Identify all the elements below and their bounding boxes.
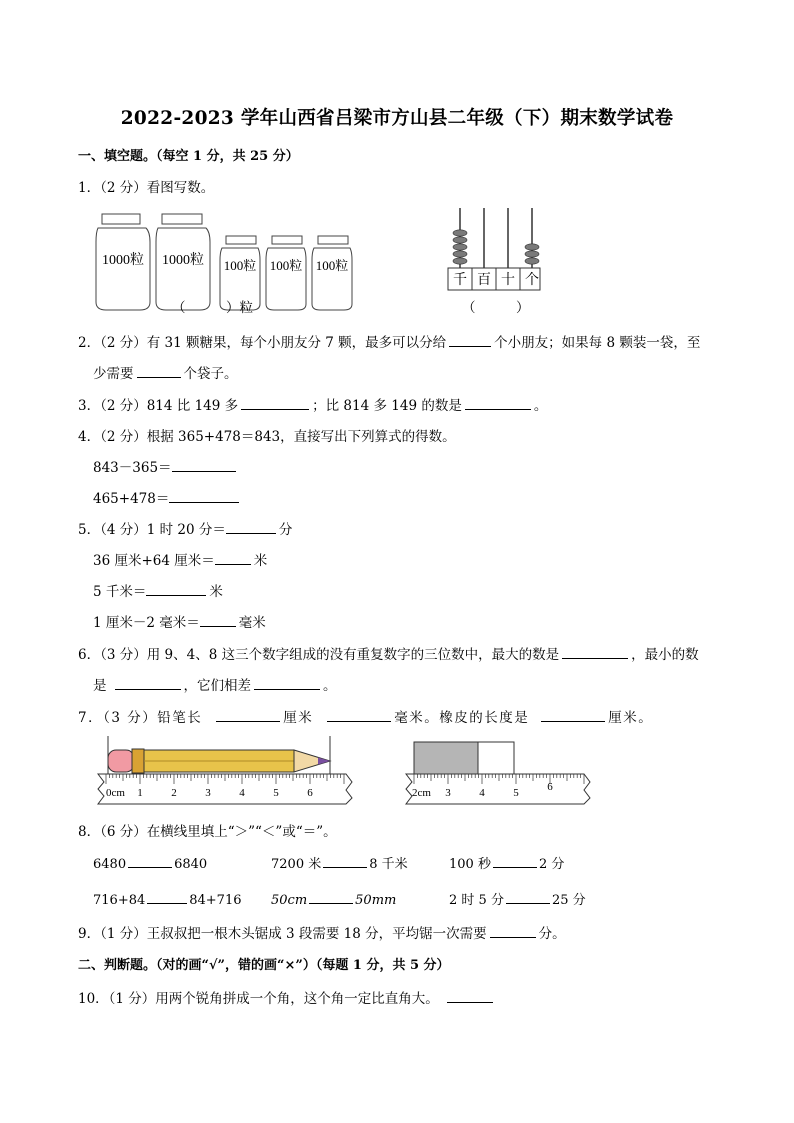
answer-blank[interactable] (226, 521, 276, 534)
question-10 (78, 987, 496, 1007)
pencil-ruler-figure (96, 734, 358, 806)
abacus-ones: 个 (525, 273, 539, 288)
ruler-1-label-1: 1 (137, 787, 143, 799)
question-4-expr-1 (93, 456, 239, 476)
question-8-row-1 (93, 853, 564, 872)
compare-right: 25 分 (551, 893, 586, 908)
question-9 (78, 922, 566, 942)
question-7 (78, 706, 653, 726)
answer-blank[interactable] (562, 646, 628, 659)
question-9-text-b: 分。 (538, 926, 566, 942)
eraser (414, 742, 514, 774)
jars-answer: （ ）粒 (172, 300, 253, 316)
answer-blank[interactable] (490, 925, 536, 938)
question-3-text-c: 。 (533, 398, 548, 414)
question-2-text-b: 个小朋友；如果每 8 颗装一袋，至 (494, 335, 701, 351)
expr-text: 465+478＝ (93, 491, 170, 507)
jar-5 (312, 236, 352, 310)
question-5-item-2 (93, 549, 267, 569)
compare-right: 84+716 (189, 893, 242, 908)
abacus-tens: 十 (501, 273, 515, 288)
answer-blank[interactable] (115, 677, 181, 690)
question-7-text-a: 7．（3 分）铅笔长 (78, 710, 203, 726)
question-4-expr-2 (93, 487, 242, 507)
question-4: 4．（2 分）根据 365+478＝843，直接写出下列算式的得数。 (78, 429, 456, 445)
ruler-1-label-2: 2 (171, 787, 177, 799)
item-text: 1 厘米－2 毫米＝ (93, 615, 200, 631)
section-fill-blank: 一、填空题。（每空 1 分，共 25 分） (78, 149, 299, 164)
abacus-hundreds: 百 (477, 273, 491, 288)
question-7-text-c: 毫米。橡皮的长度是 (394, 710, 530, 726)
eraser-ruler-figure (404, 734, 594, 806)
compare-right: 6840 (174, 857, 208, 872)
question-10-text: 10．（1 分）用两个锐角拼成一个角，这个角一定比直角大。 (78, 991, 439, 1007)
question-7-text-d: 厘米。 (608, 710, 654, 726)
question-6-line-2 (93, 674, 337, 694)
question-2-line-1 (78, 331, 700, 351)
compare-left: 50cm (271, 893, 308, 908)
ruler-1-label-6: 6 (307, 787, 313, 799)
answer-blank[interactable] (137, 365, 181, 378)
expr-text: 843－365＝ (93, 460, 172, 476)
compare-left: 100 秒 (449, 857, 491, 872)
answer-blank[interactable] (241, 397, 309, 410)
answer-blank[interactable] (200, 614, 236, 627)
compare-right: 8 千米 (369, 857, 408, 872)
question-5 (78, 518, 292, 538)
answer-blank[interactable] (172, 459, 236, 472)
answer-blank[interactable] (449, 334, 491, 347)
compare-left: 6480 (93, 857, 127, 872)
question-3 (78, 394, 547, 414)
question-7-text-b: 厘米 (283, 710, 314, 726)
jar-2-label: 1000粒 (162, 253, 204, 268)
question-8-row-2 (93, 889, 586, 908)
ruler-2-label-6: 6 (547, 781, 553, 793)
eraser-ruler-illustration (404, 734, 594, 806)
abacus-thousands: 千 (453, 273, 467, 288)
ruler-2-label-2: 2cm (412, 787, 431, 799)
compare-item-2 (271, 853, 449, 872)
answer-blank[interactable] (447, 990, 493, 1003)
question-5-item-3 (93, 580, 223, 600)
abacus-illustration (444, 206, 544, 292)
pencil-ruler-illustration (96, 734, 358, 806)
section-true-false: 二、判断题。（对的画“√”，错的画“×”）（每题 1 分，共 5 分） (78, 958, 450, 973)
ruler-1-label-0: 0cm (106, 787, 125, 799)
question-2-text-c: 少需要 (93, 366, 134, 382)
jar-1-label: 1000粒 (102, 253, 144, 268)
compare-item-6 (449, 893, 586, 908)
question-5-text-b: 分 (278, 522, 293, 538)
question-6-line-1 (78, 643, 699, 663)
item-unit: 米 (209, 584, 223, 600)
ruler-1-label-4: 4 (239, 787, 245, 799)
answer-blank[interactable] (146, 583, 206, 596)
abacus-figure (444, 206, 544, 292)
answer-blank[interactable] (309, 891, 353, 904)
answer-blank[interactable] (465, 397, 531, 410)
pencil (108, 749, 330, 773)
jar-3-label: 100粒 (223, 258, 257, 273)
answer-blank[interactable] (216, 709, 280, 722)
compare-item-3 (449, 857, 564, 872)
ruler-1 (98, 774, 352, 804)
compare-left: 716+84 (93, 893, 146, 908)
question-5-item-4 (93, 611, 266, 631)
page-title: 2022-2023 学年山西省吕梁市方山县二年级（下）期末数学试卷 (120, 108, 674, 129)
question-6-text-c: 是 (93, 678, 107, 694)
item-unit: 米 (253, 553, 268, 569)
answer-blank[interactable] (541, 709, 605, 722)
question-6-text-e: 。 (323, 678, 337, 694)
question-2-text-a: 2．（2 分）有 31 颗糖果，每个小朋友分 7 颗，最多可以分给 (78, 335, 447, 351)
answer-blank[interactable] (493, 855, 537, 868)
answer-blank[interactable] (327, 709, 391, 722)
answer-blank[interactable] (147, 891, 187, 904)
ruler-1-label-3: 3 (205, 787, 211, 799)
abacus-beads (453, 230, 539, 264)
compare-item-1 (93, 855, 271, 872)
answer-blank[interactable] (128, 855, 172, 868)
answer-blank[interactable] (215, 552, 251, 565)
jar-4-label: 100粒 (269, 258, 303, 273)
question-3-text-a: 3．（2 分）814 比 149 多 (78, 398, 239, 414)
item-text: 5 千米＝ (93, 584, 147, 600)
ruler-1-label-5: 5 (273, 787, 279, 799)
question-6-text-a: 6．（3 分）用 9、4、8 这三个数字组成的没有重复数字的三位数中，最大的数是 (78, 647, 560, 663)
question-2-text-d: 个袋子。 (183, 366, 238, 382)
item-text: 36 厘米+64 厘米＝ (93, 553, 215, 569)
question-2-line-2 (93, 362, 238, 382)
compare-right: 50mm (355, 893, 397, 908)
compare-right: 2 分 (538, 857, 565, 872)
jar-5-label: 100粒 (315, 258, 349, 273)
compare-left: 2 时 5 分 (449, 893, 504, 908)
answer-blank[interactable] (254, 677, 320, 690)
question-9-text-a: 9．（1 分）王叔叔把一根木头锯成 3 段需要 18 分，平均锯一次需要 (78, 926, 487, 942)
compare-left: 7200 米 (271, 857, 322, 872)
answer-blank[interactable] (169, 490, 239, 503)
question-3-text-b: ；比 814 多 149 的数是 (312, 398, 462, 414)
question-8: 8．（6 分）在横线里填上“＞”“＜”或“＝”。 (78, 824, 337, 840)
question-5-text-a: 5．（4 分）1 时 20 分＝ (78, 522, 226, 538)
question-6-text-d: ，它们相差 (183, 678, 251, 694)
ruler-2-label-4: 4 (479, 787, 485, 799)
ruler-2 (406, 774, 590, 804)
abacus-answer: （ ） (462, 300, 530, 316)
item-unit: 毫米 (238, 615, 266, 631)
question-1: 1．（2 分）看图写数。 (78, 180, 215, 196)
compare-item-5 (271, 891, 449, 908)
question-6-text-b: ，最小的数 (631, 647, 699, 663)
answer-blank[interactable] (323, 855, 367, 868)
ruler-2-label-3: 3 (445, 787, 451, 799)
compare-item-4 (93, 891, 271, 908)
ruler-2-label-5: 5 (513, 787, 519, 799)
jar-4 (266, 236, 306, 310)
answer-blank[interactable] (506, 891, 550, 904)
jar-1 (96, 214, 150, 310)
